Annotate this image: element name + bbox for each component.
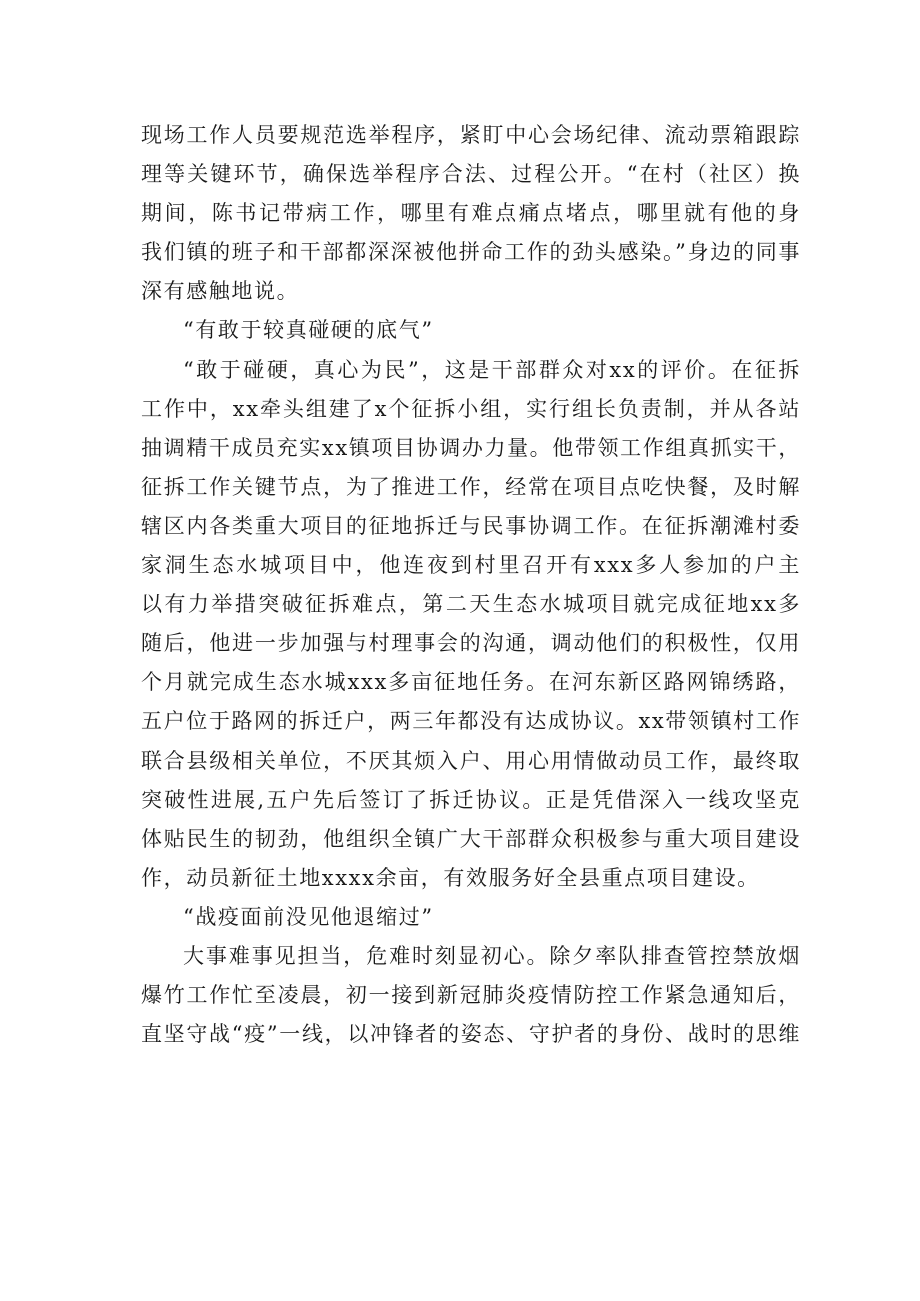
text-line: 现场工作人员要规范选举程序，紧盯中心会场纪律、流动票箱跟踪 xyxy=(141,123,801,147)
text-line: 工作中，xx牵头组建了x个征拆小组，实行组长负责制，并从各站 xyxy=(141,396,801,421)
section-heading: “有敢于较真碰硬的底气” xyxy=(183,318,434,343)
text-line: 辖区内各类重大项目的征地拆迁与民事协调工作。在征拆潮滩村委 xyxy=(141,513,801,538)
text-line: 深有感触地说。 xyxy=(141,279,300,304)
text-line: 突破性进展,五户先后签订了拆迁协议。正是凭借深入一线攻坚克 xyxy=(141,787,801,812)
section-heading: “战疫面前没见他退缩过” xyxy=(183,904,434,929)
text-line: 个月就完成生态水城xxx多亩征地任务。在河东新区路网锦绣路， xyxy=(141,670,801,695)
text-line: 爆竹工作忙至凌晨，初一接到新冠肺炎疫情防控工作紧急通知后， xyxy=(141,983,801,1008)
text-line: 征拆工作关键节点，为了推进工作，经常在项目点吃快餐，及时解 xyxy=(141,474,801,499)
text-line: 期间，陈书记带病工作，哪里有难点痛点堵点，哪里就有他的身 xyxy=(141,201,801,226)
text-line: “敢于碰硬，真心为民”，这是干部群众对xx的评价。在征拆 xyxy=(183,357,801,382)
text-line: 随后，他进一步加强与村理事会的沟通，调动他们的积极性，仅用 xyxy=(141,631,801,656)
text-line: 联合县级相关单位，不厌其烦入户、用心用情做动员工作，最终取 xyxy=(141,748,801,773)
text-line: 体贴民生的韧劲，他组织全镇广大干部群众积极参与重大项目建设 xyxy=(141,826,801,851)
text-line: 我们镇的班子和干部都深深被他拼命工作的劲头感染。”身边的同事 xyxy=(141,240,801,265)
text-line: 家洞生态水城项目中，他连夜到村里召开有xxx多人参加的户主 xyxy=(141,553,801,578)
body-text xyxy=(141,116,801,1054)
text-line: 理等关键环节，确保选举程序合法、过程公开。“在村（社区）换 xyxy=(141,162,801,187)
text-line: 作，动员新征土地xxxx余亩，有效服务好全县重点项目建设。 xyxy=(141,865,760,890)
text-line: 直坚守战“疫”一线，以冲锋者的姿态、守护者的身份、战时的思维 xyxy=(141,1022,801,1047)
text-line: 抽调精干成员充实xx镇项目协调办力量。他带领工作组真抓实干， xyxy=(141,435,801,460)
text-line: 以有力举措突破征拆难点，第二天生态水城项目就完成征地xx多 xyxy=(141,592,801,617)
text-line: 大事难事见担当，危难时刻显初心。除夕率队排查管控禁放烟 xyxy=(183,943,801,968)
text-line: 五户位于路网的拆迁户，两三年都没有达成协议。xx带领镇村工作 xyxy=(141,709,801,734)
